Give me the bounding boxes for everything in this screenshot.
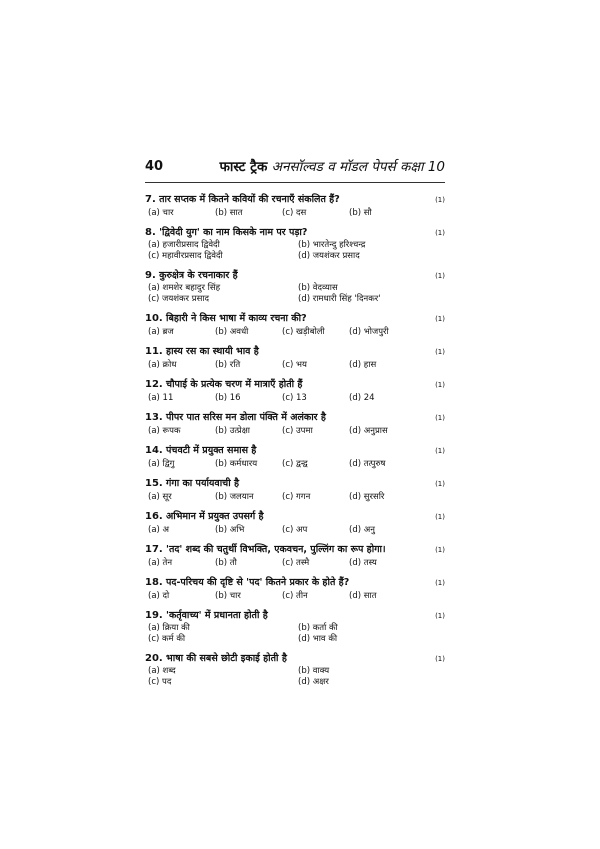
question-line [145, 312, 445, 326]
question-line [145, 411, 445, 425]
book-subtitle: अनसॉल्वड व मॉडल पेपर्स कक्षा 10 [271, 159, 445, 175]
question-text: चौपाई के प्रत्येक चरण में मात्राएँ होती हैं [166, 379, 303, 390]
question-line [145, 543, 445, 557]
question-item [145, 543, 445, 569]
answer-option: (c) कर्म की [148, 634, 186, 644]
question-item [145, 609, 445, 645]
question-marks: (1) [435, 414, 445, 422]
page-number: 40 [145, 159, 164, 174]
question-line [145, 609, 445, 623]
answer-option: (c) महावीरप्रसाद द्विवेदी [148, 251, 223, 261]
answer-option: (c) खड़ीबोली [282, 327, 325, 337]
answer-option: (d) रामधारी सिंह 'दिनकर' [298, 294, 381, 304]
answer-option: (d) हास [349, 360, 377, 370]
question-number: 16. [145, 511, 163, 522]
answer-option: (a) क्रोध [148, 360, 177, 370]
answer-option: (a) 11 [148, 393, 174, 403]
header-divider [145, 182, 445, 183]
answer-option: (d) तस्य [349, 558, 377, 568]
answer-option: (b) सौ [349, 208, 372, 218]
answer-option: (a) रूपक [148, 426, 181, 436]
question-item [145, 312, 445, 338]
question-marks: (1) [435, 612, 445, 620]
question-line [145, 444, 445, 458]
question-line [145, 269, 445, 283]
question-text: 'द्विवेदी युग' का नाम किसके नाम पर पड़ा? [159, 227, 308, 238]
question-number: 9. [145, 270, 156, 281]
question-text: अभिमान में प्रयुक्त उपसर्ग है [166, 511, 264, 522]
question-text: पीपर पात सरिस मन डोला पंक्ति में अलंकार है [166, 412, 326, 423]
question-item [145, 576, 445, 602]
question-text: 'तद' शब्द की चतुर्थी विभक्ति, एकवचन, पुल्लिंग का रूप होगा। [166, 544, 386, 555]
options-group [145, 359, 445, 371]
options-group [145, 326, 445, 338]
question-number: 17. [145, 544, 163, 555]
answer-option: (a) दो [148, 591, 170, 601]
options-group [145, 392, 445, 404]
answer-option: (d) जयशंकर प्रसाद [298, 251, 360, 261]
answer-option: (b) जलयान [215, 492, 254, 502]
question-marks: (1) [435, 546, 445, 554]
question-marks: (1) [435, 315, 445, 323]
question-number: 19. [145, 610, 163, 621]
question-text: 'कर्तृवाच्य' में प्रधानता होती है [166, 610, 268, 621]
answer-option: (c) अप [282, 525, 308, 535]
question-line [145, 510, 445, 524]
answer-option: (b) अवधी [215, 327, 249, 337]
question-line [145, 477, 445, 491]
question-line [145, 193, 445, 207]
answer-option: (a) सूर [148, 492, 172, 502]
answer-option: (a) हजारीप्रसाद द्विवेदी [148, 240, 220, 250]
answer-option: (c) तस्मै [282, 558, 310, 568]
answer-option: (c) उपमा [282, 426, 313, 436]
question-number: 14. [145, 445, 163, 456]
book-title [220, 157, 445, 175]
question-item [145, 226, 445, 262]
answer-option: (b) भारतेन्दु हरिश्चन्द्र [298, 240, 366, 250]
answer-option: (b) सात [215, 208, 243, 218]
answer-option: (b) कर्मधारय [215, 459, 258, 469]
answer-option: (a) शब्द [148, 666, 176, 676]
options-group [145, 458, 445, 470]
question-item [145, 411, 445, 437]
question-line [145, 345, 445, 359]
answer-option: (c) भय [282, 360, 307, 370]
options-group [145, 557, 445, 569]
question-number: 20. [145, 653, 163, 664]
answer-option: (c) जयशंकर प्रसाद [148, 294, 210, 304]
answer-option: (c) तीन [282, 591, 308, 601]
question-item [145, 510, 445, 536]
question-number: 12. [145, 379, 163, 390]
answer-option: (c) गगन [282, 492, 311, 502]
answer-option: (d) अनु [349, 525, 375, 535]
options-group [145, 240, 445, 262]
question-marks: (1) [435, 513, 445, 521]
answer-option: (b) चार [215, 591, 241, 601]
answer-option: (d) सुरसरि [349, 492, 385, 502]
answer-option: (b) 16 [215, 393, 241, 403]
page-header [145, 157, 445, 179]
answer-option: (d) 24 [349, 393, 375, 403]
answer-option: (d) अनुप्रास [349, 426, 388, 436]
answer-option: (d) भाव की [298, 634, 338, 644]
options-group [145, 491, 445, 503]
book-brand: फास्ट ट्रैक [219, 159, 268, 175]
options-group [145, 666, 445, 688]
answer-option: (b) वाक्य [298, 666, 330, 676]
question-list [145, 193, 445, 695]
question-number: 15. [145, 478, 163, 489]
answer-option: (b) अभि [215, 525, 245, 535]
question-text: कुरुक्षेत्र के रचनाकार हैं [159, 270, 238, 281]
question-marks: (1) [435, 272, 445, 280]
answer-option: (c) 13 [282, 393, 307, 403]
question-line [145, 226, 445, 240]
question-number: 10. [145, 313, 163, 324]
question-number: 18. [145, 577, 163, 588]
answer-option: (b) रति [215, 360, 241, 370]
question-item [145, 345, 445, 371]
answer-option: (c) पद [148, 677, 172, 687]
answer-option: (b) तौ [215, 558, 237, 568]
question-item [145, 652, 445, 688]
answer-option: (b) उत्प्रेक्षा [215, 426, 250, 436]
answer-option: (a) द्विगु [148, 459, 175, 469]
options-group [145, 524, 445, 536]
question-text: पंचवटी में प्रयुक्त समास है [166, 445, 257, 456]
question-text: पद-परिचय की दृष्टि से 'पद' कितने प्रकार के होते हैं? [166, 577, 350, 588]
question-number: 11. [145, 346, 163, 357]
answer-option: (a) ब्रज [148, 327, 174, 337]
answer-option: (d) तत्पुरुष [349, 459, 386, 469]
answer-option: (d) अक्षर [298, 677, 329, 687]
question-item [145, 378, 445, 404]
answer-option: (b) कर्ता की [298, 623, 338, 633]
question-number: 7. [145, 194, 156, 205]
answer-option: (c) द्वन्द्व [282, 459, 308, 469]
answer-option: (a) शमशेर बहादुर सिंह [148, 283, 221, 293]
answer-option: (c) दस [282, 208, 307, 218]
options-group [145, 207, 445, 219]
question-marks: (1) [435, 447, 445, 455]
answer-option: (d) सात [349, 591, 377, 601]
answer-option: (a) अ [148, 525, 170, 535]
answer-option: (d) भोजपुरी [349, 327, 389, 337]
question-marks: (1) [435, 381, 445, 389]
question-item [145, 269, 445, 305]
question-marks: (1) [435, 579, 445, 587]
question-marks: (1) [435, 196, 445, 204]
question-marks: (1) [435, 655, 445, 663]
question-text: भाषा की सबसे छोटी इकाई होती है [166, 653, 287, 664]
question-number: 13. [145, 412, 163, 423]
question-item [145, 477, 445, 503]
options-group [145, 623, 445, 645]
question-item [145, 444, 445, 470]
options-group [145, 590, 445, 602]
question-line [145, 378, 445, 392]
question-line [145, 652, 445, 666]
question-text: गंगा का पर्यायवाची है [166, 478, 240, 489]
question-line [145, 576, 445, 590]
question-marks: (1) [435, 480, 445, 488]
answer-option: (b) वेदव्यास [298, 283, 338, 293]
question-marks: (1) [435, 229, 445, 237]
answer-option: (a) क्रिया की [148, 623, 190, 633]
question-marks: (1) [435, 348, 445, 356]
question-text: बिहारी ने किस भाषा में काव्य रचना की? [166, 313, 307, 324]
question-text: हास्य रस का स्थायी भाव है [166, 346, 259, 357]
question-number: 8. [145, 227, 156, 238]
question-text: तार सप्तक में कितने कवियों की रचनाएँ संकलित हैं? [159, 194, 340, 205]
answer-option: (a) चार [148, 208, 174, 218]
answer-option: (a) तेन [148, 558, 173, 568]
question-item [145, 193, 445, 219]
options-group [145, 283, 445, 305]
options-group [145, 425, 445, 437]
